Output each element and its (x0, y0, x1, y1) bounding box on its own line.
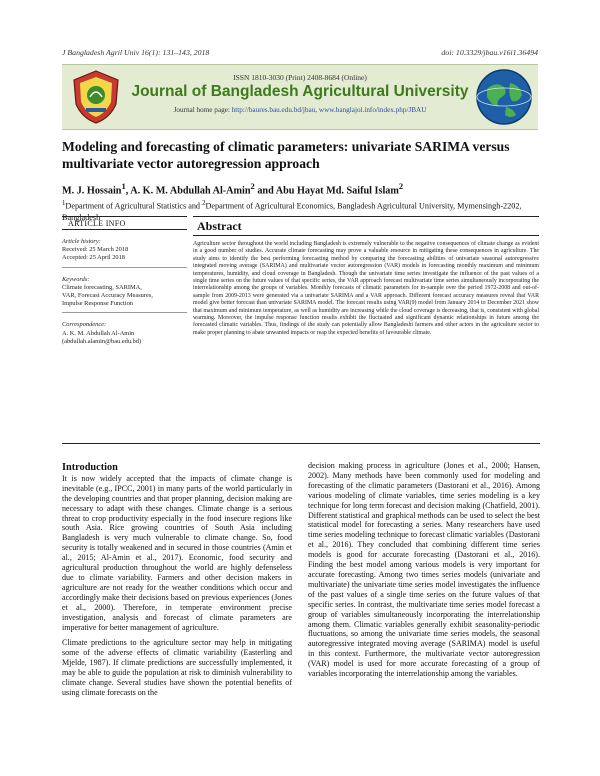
article-info-panel (62, 216, 187, 441)
intro-paragraph: It is now widely accepted that the impacts of climate change is inevitable (e.g., IPCC, 2001) in many parts of the world particularly in the developing countries and that proper planning, decision making are necessary to adapt with these changes. Climate change is a serious threat to crop productivity especially in the food insecure regions like south Asia. Rice growing countries of South Asia including Bangladesh is very much vulnerable to climate change. So, food security is totally weakened and in secured in those countries (Amin et al., 2015; Al-Amin et al., 2017). Economic, food security and agricultural production throughout the world are highly defenseless due to climate variability. Farmers and other decision makers in agriculture are not ready for the weather conditions which occur and accordingly make their decisions based on previous experiences (Jones et al., 2000). Therefore, in temperate environment precise investigation, analysis and forecast of climate parameters are imperative for better management of agriculture. (62, 473, 292, 632)
author-list (62, 181, 540, 196)
keyword-line: Impulse Response Function (62, 300, 134, 308)
affiliation-marker: 2 (250, 181, 255, 191)
abstract-text: Agriculture sector throughout the world including Bangladesh is extremely vulnerable to the negative consequences of climate change as evident in a good number of studies. Accurate climate forecasting may prove a valuable resource in mitigating these consequences in agriculture. The study aims to identify the best performing forecasting method by comparing the forecasting abilities of univariate seasonal autoregressive integrated moving average (SARIMA) and multivariate vector autoregression (VAR) models in forecasting monthly maximum and minimum temperatures, humidity, and cloud coverage in Bangladesh. Though the univariate time series investigate the influence of the past values of a single time series on the future values of that specific series, the VAR approach forecast multivariate time series simultaneously incorporating the interrelationship among the groups of variables. Monthly forecasts of climatic parameters for in-sample over the period 1972-2008 and out-of-sample from 2009-2013 were generated via a univariate SARIMA and a VAR approach. Different forecast accuracy measures reveal that VAR model give better forecast than univariate SARIMA model. The forecast results using VAR(9) model from January 2014 to December 2021 show that maximum and minimum temperature, as well as humidity are increasing while the cloud coverage is decreasing, that is, consistent with global warming. Moreover, the impulse response function results exhibit the fluctuated and significant dynamic relationships in future among the forecasted climatic variables. Thus, findings of the study can potentially allow Bangladeshi farmers and other actors in the agriculture sector to make proper planning to abate unwanted impacts or reap the expected benefits of favourable climate. (193, 241, 539, 336)
introduction-heading: Introduction (62, 462, 118, 473)
received-date: Received: 25 March 2018 (62, 246, 129, 254)
journal-title: Journal of Bangladesh Agricultural University (131, 83, 469, 100)
correspondence-label: Correspondence: (62, 321, 107, 329)
author-name: M. J. Hossain (62, 185, 122, 197)
issn-line: ISSN 1810-3030 (Print) 2408-8684 (Online) (233, 73, 367, 82)
intro-paragraph: decision making process in agriculture (Jones et al., 2000; Hansen, 2002). Many methods have been commonly used for modeling and forecasting of the climatic parameters (Dastorani et al., 2016). Among various modeling of climate variables, time series modeling is a key technique for long term forecast and decision making (Chatfield, 2001). Different statistical and graphical methods can be used to select the best statistical model for forecasting a series. Many researchers have used time series modeling technique to forecast climatic variables (Dastorani et al., 2016). They concluded that combining different time series models is good for accurate forecasting (Dastorani et al., 2016). Finding the best model among various models is very important for accurate forecasting. Among two times series models (univariate and multivariate) the univariate time series model investigates the influence of the past values of a single time series on the future values of that specific series. In contrast, the multivariate time series model forecast a group of variables simultaneously incorporating the interrelationship among them. Climatic variables generally exhibit seasonality-periodic fluctuations, so among the univariate time series models, the seasonal autoregressive integrated moving average (SARIMA) model is useful in this context. Furthermore, the multivariate vector autoregression (VAR) model is used for more accurate forecasting of a group of variables incorporating the interrelationship among the variables. (308, 461, 540, 679)
running-head-doi: doi: 10.3329/jbau.v16i1.36494 (441, 48, 538, 57)
affiliation-text: Department of Agricultural Economics, Bangladesh Agricultural University, Mymensingh-2202, Bangladesh (62, 201, 522, 222)
keyword-line: Climate forecasting, SARIMA, (62, 283, 142, 291)
article-title: Modeling and forecasting of climatic parameters: univariate SARIMA versus multivariate vector autoregression approach (62, 139, 510, 171)
article-info-heading: ARTICLE INFO (62, 216, 187, 230)
homepage-links[interactable]: http://baures.bau.edu.bd/jbau, www.banglajol.info/index.php/JBAU (231, 106, 427, 114)
author-separator: and (254, 185, 276, 197)
correspondence-name: A. K. M. Abdullah Al-Amin (62, 329, 135, 337)
intro-paragraph: Climate predictions to the agriculture sector may help in mitigating some of the adverse effects of climatic variability (Easterling and Mjelde, 1987). If climate predictions are successfully implemented, it may be able to guide the population at risk to diminish vulnerability to climate change. Several studies have shown the potential benefits of using climate forecasts on the (62, 638, 292, 697)
author-name: Abu Hayat Md. Saiful Islam (275, 185, 399, 197)
keyword-line: VAR, Forecast Accuracy Measures, (62, 292, 153, 300)
info-divider (62, 312, 187, 313)
journal-globe-logo (474, 67, 534, 127)
body-column-right (308, 461, 540, 679)
info-divider (62, 267, 187, 268)
keywords-label: Keywords: (62, 275, 90, 283)
affiliation-marker: 1 (121, 181, 126, 191)
affiliation-marker: 2 (398, 181, 404, 191)
article-history (62, 238, 187, 263)
journal-masthead (62, 64, 538, 130)
history-label: Article history: (62, 238, 101, 245)
keywords-block (62, 276, 187, 309)
homepage-label: Journal home page: (173, 106, 230, 114)
author-name: A. K. M. Abdullah Al-Amin (130, 185, 251, 197)
affiliation-marker: 1 (62, 200, 66, 207)
journal-homepage (62, 106, 538, 114)
accepted-date: Accepted: 25 April 2018 (62, 254, 126, 262)
author-separator: , (125, 185, 131, 197)
running-head (62, 48, 538, 60)
abstract-panel (193, 216, 539, 441)
affiliation-marker: 2 (202, 200, 206, 207)
abstract-heading: Abstract (193, 216, 539, 236)
correspondence-email[interactable]: (abdullah.alamin@bau.edu.bd) (62, 337, 142, 345)
body-column-left (62, 463, 292, 698)
section-divider (62, 443, 540, 444)
correspondence-block (62, 321, 187, 346)
running-head-citation: J Bangladesh Agril Univ 16(1): 131–143, 2018 (62, 48, 210, 57)
affiliation-text: Department of Agricultural Statistics and (65, 201, 203, 211)
